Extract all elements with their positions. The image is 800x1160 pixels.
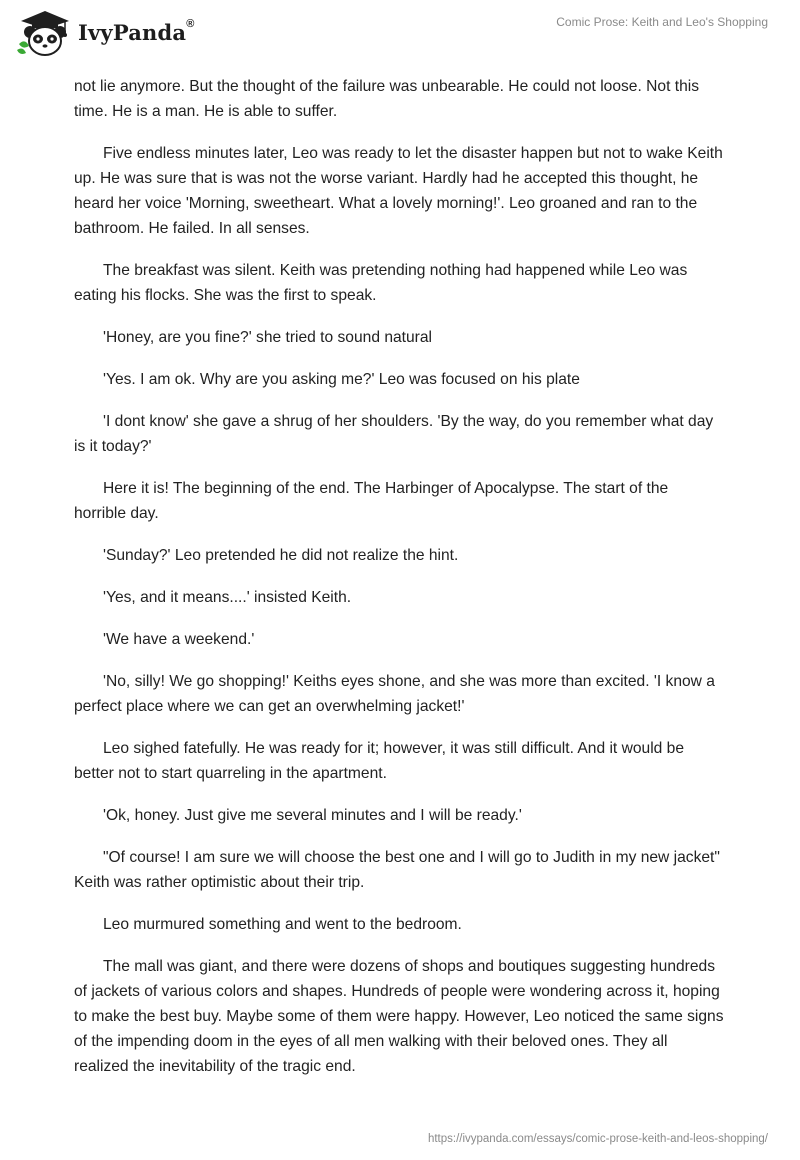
page-header (0, 0, 800, 68)
paragraph: Five endless minutes later, Leo was ready to let the disaster happen but not to wake Keith up. He was sure that is was not the worse variant. Hardly had he accepted this thought, he heard her voice 'Morning, sweetheart. What a lovely morning!'. Leo groaned and ran to the bathroom. He failed. In all senses. (74, 145, 723, 237)
paragraph: 'Yes, and it means....' insisted Keith. (103, 589, 352, 606)
paragraph: "Of course! I am sure we will choose the best one and I will go to Judith in my new jacket" Keith was rather optimistic about their trip. (74, 849, 720, 891)
paragraph: 'No, silly! We go shopping!' Keiths eyes shone, and she was more than excited. 'I know a perfect place where we can get an overwhelming jacket!' (74, 673, 715, 715)
document-title: Comic Prose: Keith and Leo's Shopping (556, 15, 768, 29)
source-url-link[interactable]: https://ivypanda.com/essays/comic-prose-keith-and-leos-shopping/ (427, 1133, 768, 1145)
paragraph: not lie anymore. But the thought of the failure was unbearable. He could not loose. Not this time. He is a man. He is able to suffer. (74, 78, 699, 120)
paragraph: 'Ok, honey. Just give me several minutes and I will be ready.' (103, 807, 522, 824)
brand-name: IvyPanda (78, 20, 187, 45)
paragraph: The mall was giant, and there were dozens of shops and boutiques suggesting hundreds of jackets of various colors and shapes. Hundreds of people were wondering across it, hoping to make the best buy. Maybe some of them were happy. However, Leo noticed the same signs of the impending doom in the eyes of all men walking with their beloved ones. They all realized the inevitability of the tragic end. (74, 958, 724, 1075)
paragraph: 'Honey, are you fine?' she tried to sound natural (103, 329, 433, 346)
paragraph: Leo sighed fatefully. He was ready for it; however, it was still difficult. And it would be better not to start quarreling in the apartment. (74, 740, 685, 782)
paragraph: 'Yes. I am ok. Why are you asking me?' Leo was focused on his plate (103, 371, 580, 388)
paragraph: Here it is! The beginning of the end. The Harbinger of Apocalypse. The start of the horrible day. (74, 480, 669, 522)
paragraph: 'Sunday?' Leo pretended he did not realize the hint. (103, 547, 459, 564)
panda-graduate-icon[interactable] (15, 8, 75, 58)
brand-logo-text[interactable] (78, 20, 195, 45)
paragraph: The breakfast was silent. Keith was pretending nothing had happened while Leo was eating his flocks. She was the first to speak. (74, 262, 688, 304)
essay-body (74, 74, 724, 1096)
paragraph: Leo murmured something and went to the bedroom. (103, 916, 462, 933)
paragraph: 'I dont know' she gave a shrug of her shoulders. 'By the way, do you remember what day is it today?' (74, 413, 714, 455)
registered-mark: ® (186, 18, 195, 30)
paragraph: 'We have a weekend.' (103, 631, 255, 648)
